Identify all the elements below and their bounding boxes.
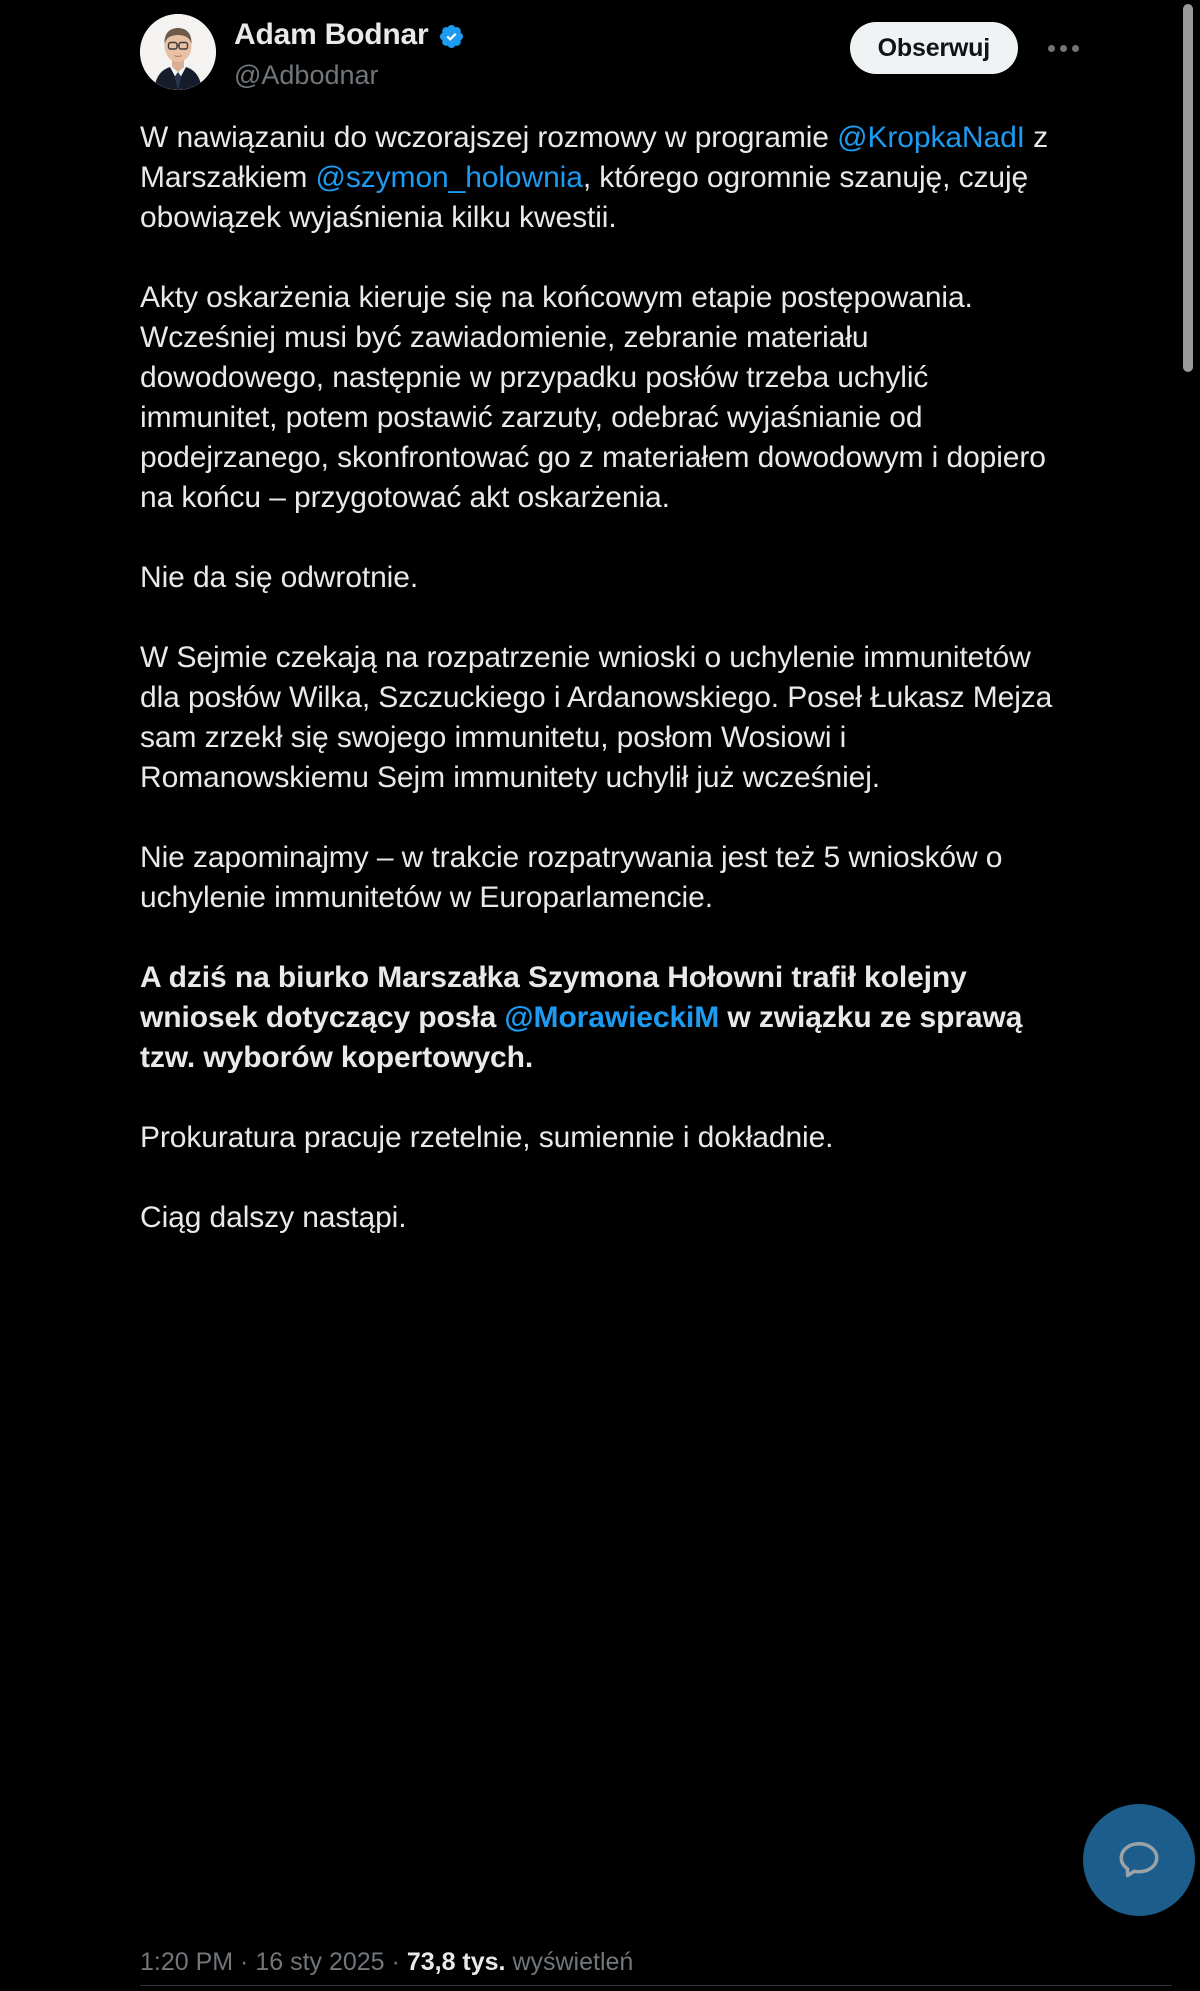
tweet-paragraph xyxy=(140,118,1060,238)
handle[interactable]: @Adbodnar xyxy=(234,60,379,90)
chat-bubble-fab[interactable] xyxy=(1083,1804,1195,1916)
follow-button[interactable]: Obserwuj xyxy=(850,22,1018,74)
tweet-paragraph xyxy=(140,638,1060,798)
name-row xyxy=(234,16,465,54)
meta-sep-1: · xyxy=(233,1948,256,1976)
tweet-text-run: W nawiązaniu do wczorajszej rozmowy w programie xyxy=(140,121,838,154)
paragraph-gap xyxy=(140,1158,1060,1198)
tweet-text-run: Nie zapominajmy – w trakcie rozpatrywania jest też 5 wniosków o uchylenie immunitetów w Europarlamencie. xyxy=(140,841,1011,914)
chat-bubble-icon xyxy=(1113,1834,1165,1886)
mention-link[interactable]: @MorawieckiM xyxy=(504,1001,720,1034)
mention-link[interactable]: @szymon_holownia xyxy=(315,161,583,194)
tweet-date: 16 sty 2025 xyxy=(255,1948,385,1976)
views-label: wyświetleń xyxy=(505,1948,634,1976)
tweet-text xyxy=(140,110,1060,1238)
identity-block xyxy=(234,16,465,92)
tweet-meta xyxy=(140,1947,633,1977)
tweet-header xyxy=(140,0,1172,110)
tweet-text-run: w związku ze sprawą tzw. wyborów kopertowych. xyxy=(140,1001,1031,1074)
paragraph-gap xyxy=(140,238,1060,278)
meta-sep-2: · xyxy=(384,1948,407,1976)
verified-badge-icon xyxy=(438,23,465,50)
tweet-text-run: Ciąg dalszy nastąpi. xyxy=(140,1201,407,1234)
tweet-paragraph xyxy=(140,278,1060,518)
paragraph-gap xyxy=(140,798,1060,838)
tweet-text-run: Nie da się odwrotnie. xyxy=(140,561,419,594)
tweet-paragraph xyxy=(140,838,1060,918)
avatar[interactable] xyxy=(140,14,216,90)
vertical-scrollbar-thumb[interactable] xyxy=(1183,4,1193,372)
tweet-text-run: W Sejmie czekają na rozpatrzenie wnioski o uchylenie immunitetów dla posłów Wilka, Szczuckiego i Ardanowskiego. Poseł Łukasz Mejza sam zrzekł się swojego immunitetu, posłom Wosiowi i Romanowskiemu Sejm immunitety uchylił już wcześniej. xyxy=(140,641,1061,794)
tweet-paragraph xyxy=(140,558,1060,598)
paragraph-gap xyxy=(140,1078,1060,1118)
tweet-text-run: Prokuratura pracuje rzetelnie, sumiennie i dokładnie. xyxy=(140,1121,834,1154)
paragraph-gap xyxy=(140,918,1060,958)
tweet-text-run: A dziś na biurko Marszałka Szymona Hołowni trafił kolejny wniosek dotyczący posła xyxy=(140,961,975,1034)
header-actions xyxy=(850,22,1086,74)
mention-link[interactable]: @KropkaNadI xyxy=(837,121,1025,154)
display-name[interactable]: Adam Bodnar xyxy=(234,18,429,51)
meta-divider xyxy=(140,1985,1172,1986)
tweet-paragraph xyxy=(140,1198,1060,1238)
paragraph-gap xyxy=(140,598,1060,638)
views-count: 73,8 tys. xyxy=(406,1948,506,1976)
tweet-paragraph xyxy=(140,958,1060,1078)
tweet-text-run: Akty oskarżenia kieruje się na końcowym etapie postępowania. Wcześniej musi być zawiadomienie, zebranie materiału dowodowego, następnie w przypadku posłów trzeba uchylić immunitet, potem postawić zarzuty, odebrać wyjaśnianie od podejrzanego, skonfrontować go z materiałem dowodowym i dopiero na końcu – przygotować akt oskarżenia. xyxy=(140,281,1055,514)
tweet-paragraph xyxy=(140,1118,1060,1158)
more-options-icon[interactable] xyxy=(1040,25,1086,71)
tweet-card xyxy=(140,0,1172,1991)
tweet-text-run: z Marszałkiem xyxy=(140,121,1057,194)
paragraph-gap xyxy=(140,518,1060,558)
tweet-time: 1:20 PM xyxy=(140,1948,234,1976)
tweet-text-run: , którego ogromnie szanuję, czuję obowiązek wyjaśnienia kilku kwestii. xyxy=(140,161,1037,234)
